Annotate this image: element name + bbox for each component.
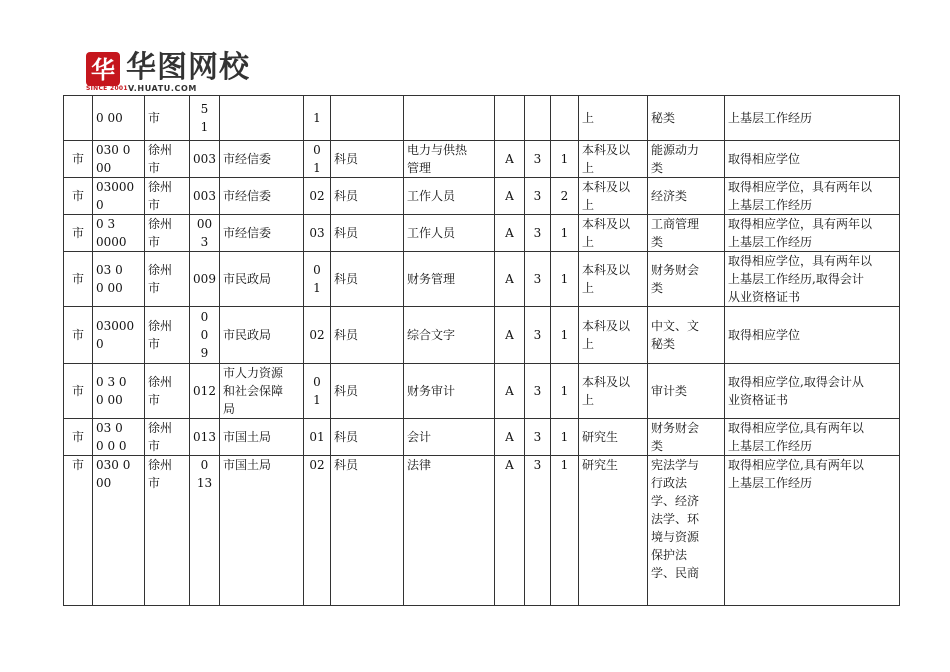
position-type-cell: 科员 (331, 307, 404, 364)
count-cell: 1 (551, 141, 579, 178)
city-cell: 徐州 市 (145, 419, 190, 456)
table-row (64, 419, 900, 456)
count-cell: 1 (551, 252, 579, 307)
category-cell: A (495, 141, 525, 178)
education-cell: 本科及以 上 (579, 252, 648, 307)
code-cell: 030 0 00 (93, 141, 145, 178)
education-cell: 上 (579, 96, 648, 141)
city-cell: 徐州 市 (145, 215, 190, 252)
requirement-cell: 上基层工作经历 (725, 96, 900, 141)
code-cell: 03 0 0 00 (93, 252, 145, 307)
count-cell: 2 (551, 178, 579, 215)
level-cell: 市 (64, 252, 93, 307)
department-cell: 市人力资源 和社会保障 局 (220, 364, 304, 419)
position-type-cell: 科员 (331, 252, 404, 307)
education-cell: 研究生 (579, 456, 648, 606)
position-type-cell: 科员 (331, 141, 404, 178)
position-name-cell: 电力与供热 管理 (404, 141, 495, 178)
category-cell: A (495, 456, 525, 606)
dept-code-cell: 00 3 (190, 215, 220, 252)
requirement-cell: 取得相应学位，具有两年以 上基层工作经历 (725, 215, 900, 252)
position-type-cell: 科员 (331, 364, 404, 419)
category-cell: A (495, 178, 525, 215)
level-cell: 市 (64, 141, 93, 178)
city-cell: 徐州 市 (145, 456, 190, 606)
department-cell (220, 96, 304, 141)
ratio-cell: 3 (525, 178, 551, 215)
department-cell: 市民政局 (220, 307, 304, 364)
department-cell: 市经信委 (220, 178, 304, 215)
table-row (64, 178, 900, 215)
education-cell: 本科及以 上 (579, 215, 648, 252)
table-row (64, 96, 900, 141)
count-cell: 1 (551, 307, 579, 364)
level-cell: 市 (64, 178, 93, 215)
position-code-cell: 0 1 (304, 364, 331, 419)
major-cell: 审计类 (648, 364, 725, 419)
dept-code-cell: 003 (190, 141, 220, 178)
count-cell: 1 (551, 215, 579, 252)
code-cell: 0 3 0 0 00 (93, 364, 145, 419)
department-cell: 市经信委 (220, 141, 304, 178)
requirement-cell: 取得相应学位,取得会计从 业资格证书 (725, 364, 900, 419)
logo-glyph: 华 (91, 56, 115, 84)
position-name-cell: 财务管理 (404, 252, 495, 307)
category-cell (495, 96, 525, 141)
city-cell: 市 (145, 96, 190, 141)
position-type-cell: 科员 (331, 456, 404, 606)
requirement-cell: 取得相应学位,具有两年以 上基层工作经历 (725, 419, 900, 456)
position-name-cell (404, 96, 495, 141)
count-cell: 1 (551, 419, 579, 456)
level-cell: 市 (64, 307, 93, 364)
count-cell: 1 (551, 456, 579, 606)
code-cell: 03 0 0 0 0 (93, 419, 145, 456)
dept-code-cell: 0 0 9 (190, 307, 220, 364)
position-code-cell: 01 (304, 419, 331, 456)
ratio-cell: 3 (525, 456, 551, 606)
department-cell: 市经信委 (220, 215, 304, 252)
table-row (64, 215, 900, 252)
ratio-cell: 3 (525, 364, 551, 419)
dept-code-cell: 5 1 (190, 96, 220, 141)
major-cell: 财务财会 类 (648, 419, 725, 456)
code-cell: 03000 0 (93, 178, 145, 215)
logo-url: V.HUATU.COM (128, 84, 197, 93)
huatu-logo (86, 52, 256, 94)
major-cell: 工商管理 类 (648, 215, 725, 252)
major-cell: 财务财会 类 (648, 252, 725, 307)
table-row (64, 364, 900, 419)
education-cell: 本科及以 上 (579, 141, 648, 178)
position-name-cell: 工作人员 (404, 215, 495, 252)
city-cell: 徐州 市 (145, 141, 190, 178)
position-code-cell: 02 (304, 456, 331, 606)
position-type-cell (331, 96, 404, 141)
position-name-cell: 法律 (404, 456, 495, 606)
requirement-cell: 取得相应学位，具有两年以 上基层工作经历,取得会计 从业资格证书 (725, 252, 900, 307)
level-cell (64, 96, 93, 141)
code-cell: 0 3 0000 (93, 215, 145, 252)
logo-name: 华图网校 (126, 50, 250, 85)
major-cell: 宪法学与 行政法 学、经济 法学、环 境与资源 保护法 学、民商 (648, 456, 725, 606)
category-cell: A (495, 364, 525, 419)
position-code-cell: 03 (304, 215, 331, 252)
dept-code-cell: 0 13 (190, 456, 220, 606)
code-cell: 0 00 (93, 96, 145, 141)
major-cell: 能源动力 类 (648, 141, 725, 178)
requirement-cell: 取得相应学位，具有两年以 上基层工作经历 (725, 178, 900, 215)
category-cell: A (495, 252, 525, 307)
position-type-cell: 科员 (331, 419, 404, 456)
level-cell: 市 (64, 456, 93, 606)
table-row (64, 141, 900, 178)
code-cell: 03000 0 (93, 307, 145, 364)
city-cell: 徐州 市 (145, 307, 190, 364)
level-cell: 市 (64, 215, 93, 252)
table-row (64, 456, 900, 606)
table-row (64, 307, 900, 364)
city-cell: 徐州 市 (145, 178, 190, 215)
level-cell: 市 (64, 419, 93, 456)
dept-code-cell: 009 (190, 252, 220, 307)
dept-code-cell: 013 (190, 419, 220, 456)
requirement-cell: 取得相应学位 (725, 307, 900, 364)
major-cell: 中文、文 秘类 (648, 307, 725, 364)
position-code-cell: 1 (304, 96, 331, 141)
count-cell: 1 (551, 364, 579, 419)
position-code-cell: 02 (304, 178, 331, 215)
major-cell: 经济类 (648, 178, 725, 215)
logo-since-text: SINCE 2001 (86, 85, 128, 92)
recruitment-position-table (63, 95, 900, 606)
position-name-cell: 综合文字 (404, 307, 495, 364)
ratio-cell: 3 (525, 141, 551, 178)
ratio-cell: 3 (525, 419, 551, 456)
department-cell: 市国土局 (220, 456, 304, 606)
code-cell: 030 0 00 (93, 456, 145, 606)
position-code-cell: 0 1 (304, 252, 331, 307)
ratio-cell: 3 (525, 252, 551, 307)
department-cell: 市民政局 (220, 252, 304, 307)
education-cell: 本科及以 上 (579, 364, 648, 419)
position-code-cell: 0 1 (304, 141, 331, 178)
table-row (64, 252, 900, 307)
ratio-cell (525, 96, 551, 141)
dept-code-cell: 012 (190, 364, 220, 419)
count-cell (551, 96, 579, 141)
position-type-cell: 科员 (331, 215, 404, 252)
position-name-cell: 工作人员 (404, 178, 495, 215)
requirement-cell: 取得相应学位 (725, 141, 900, 178)
education-cell: 本科及以 上 (579, 178, 648, 215)
ratio-cell: 3 (525, 307, 551, 364)
category-cell: A (495, 419, 525, 456)
department-cell: 市国土局 (220, 419, 304, 456)
education-cell: 研究生 (579, 419, 648, 456)
city-cell: 徐州 市 (145, 252, 190, 307)
ratio-cell: 3 (525, 215, 551, 252)
major-cell: 秘类 (648, 96, 725, 141)
education-cell: 本科及以 上 (579, 307, 648, 364)
position-name-cell: 财务审计 (404, 364, 495, 419)
category-cell: A (495, 215, 525, 252)
position-name-cell: 会计 (404, 419, 495, 456)
category-cell: A (495, 307, 525, 364)
huatu-logo-mark-icon (86, 52, 120, 86)
city-cell: 徐州 市 (145, 364, 190, 419)
dept-code-cell: 003 (190, 178, 220, 215)
position-code-cell: 02 (304, 307, 331, 364)
requirement-cell: 取得相应学位,具有两年以 上基层工作经历 (725, 456, 900, 606)
position-type-cell: 科员 (331, 178, 404, 215)
level-cell: 市 (64, 364, 93, 419)
